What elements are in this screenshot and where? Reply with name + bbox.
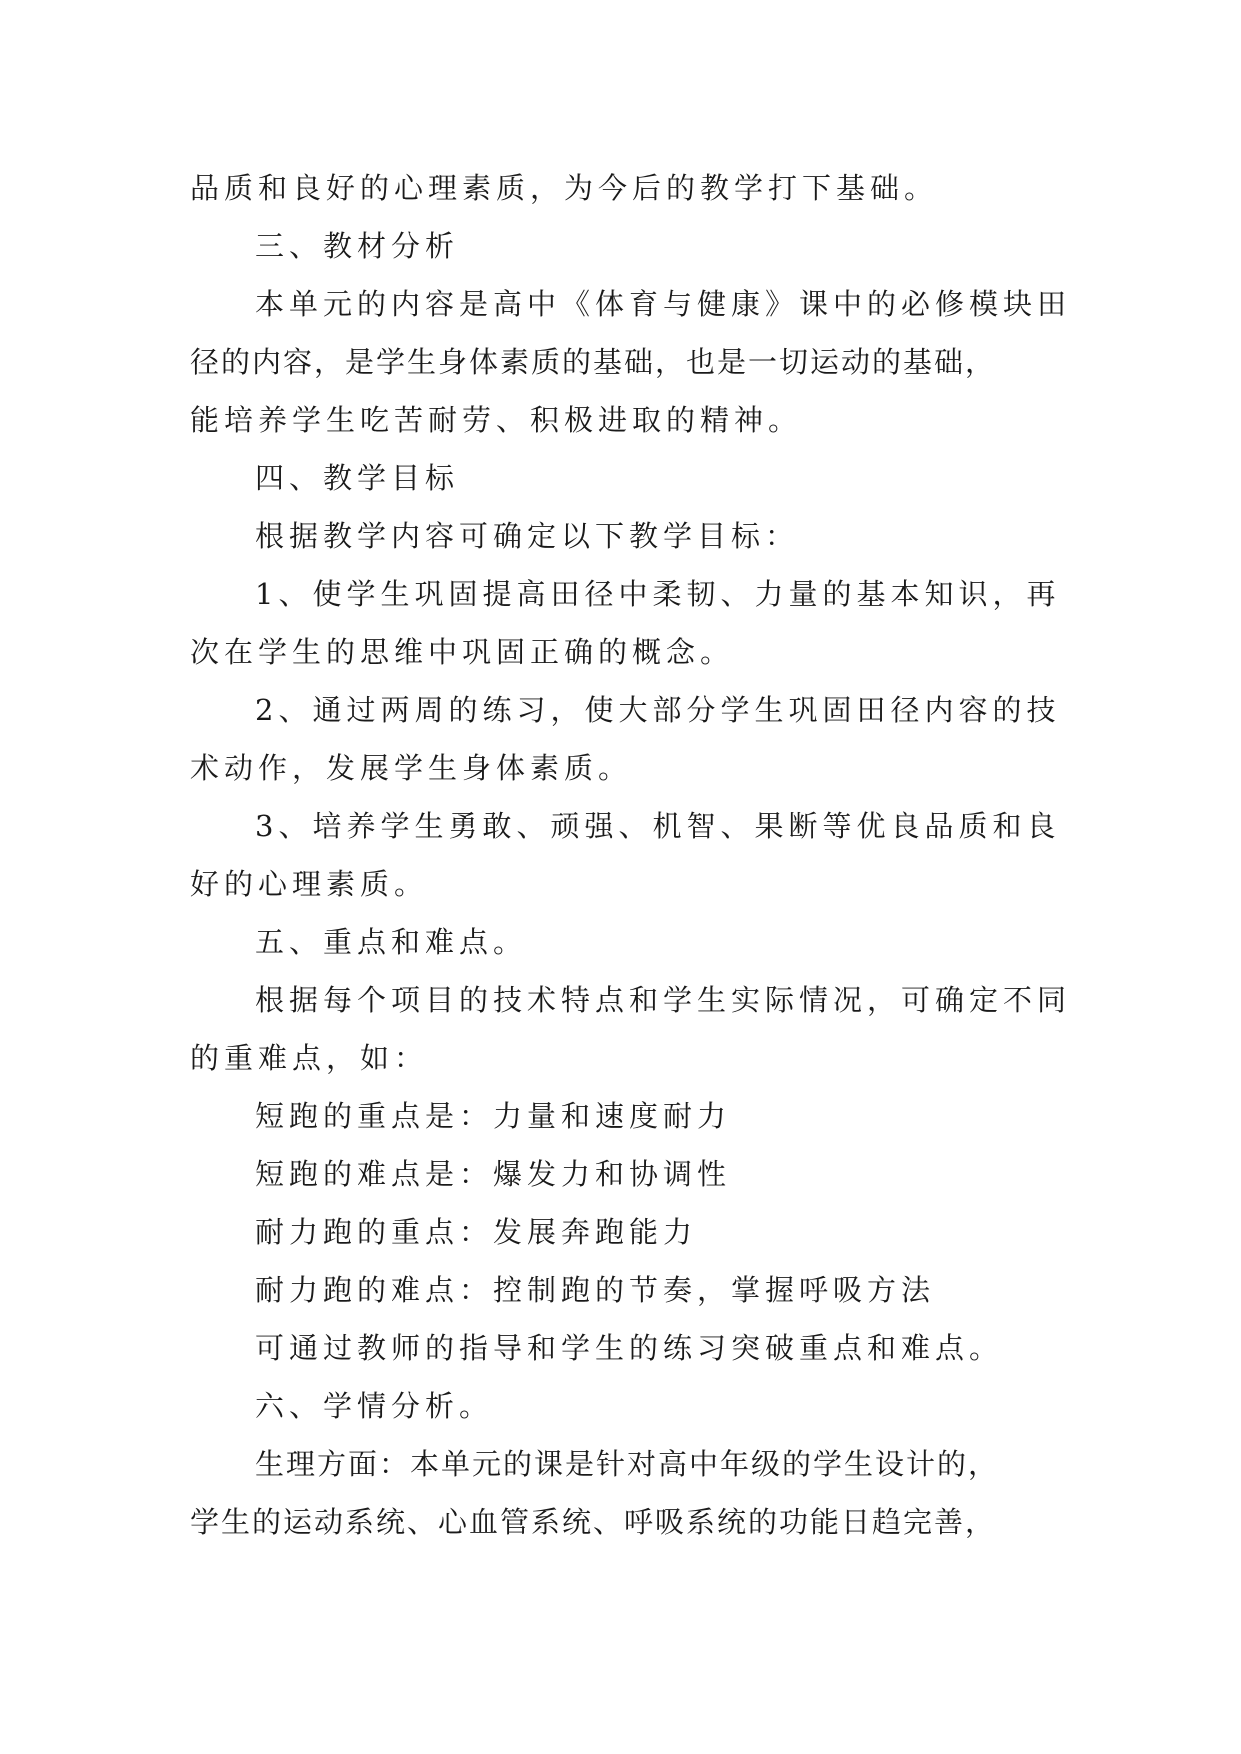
section-heading: 三、教材分析: [255, 229, 460, 263]
paragraph-line: 短跑的重点是：力量和速度耐力: [255, 1099, 732, 1133]
paragraph-line: 好的心理素质。: [190, 867, 429, 901]
paragraph-line: 学生的运动系统、心血管系统、呼吸系统的功能日趋完善，: [190, 1505, 997, 1539]
paragraph-line: 短跑的难点是：爆发力和协调性: [255, 1157, 732, 1191]
paragraph-line: 品质和良好的心理素质，为今后的教学打下基础。: [190, 171, 939, 205]
paragraph-line: 次在学生的思维中巩固正确的概念。: [190, 635, 735, 669]
paragraph-line: 生理方面：本单元的课是针对高中年级的学生设计的，: [255, 1447, 1000, 1481]
section-heading: 四、教学目标: [255, 461, 460, 495]
paragraph-line: 术动作，发展学生身体素质。: [190, 751, 633, 785]
paragraph-line: 耐力跑的重点：发展奔跑能力: [255, 1215, 698, 1249]
paragraph-line: 1、使学生巩固提高田径中柔韧、力量的基本知识，再: [255, 577, 1061, 611]
paragraph-line: 径的内容，是学生身体素质的基础，也是一切运动的基础，: [190, 345, 997, 379]
section-heading: 五、重点和难点。: [255, 925, 528, 959]
paragraph-line: 3、培养学生勇敢、顽强、机智、果断等优良品质和良: [255, 809, 1061, 843]
paragraph-line: 根据每个项目的技术特点和学生实际情况，可确定不同: [255, 983, 1072, 1017]
paragraph-line: 本单元的内容是高中《体育与健康》课中的必修模块田: [255, 287, 1072, 321]
paragraph-line: 2、通过两周的练习，使大部分学生巩固田径内容的技: [255, 693, 1061, 727]
paragraph-line: 能培养学生吃苦耐劳、积极进取的精神。: [190, 403, 803, 437]
paragraph-line: 耐力跑的难点：控制跑的节奏，掌握呼吸方法: [255, 1273, 936, 1307]
section-heading: 六、学情分析。: [255, 1389, 494, 1423]
paragraph-line: 根据教学内容可确定以下教学目标：: [255, 519, 800, 553]
paragraph-line: 的重难点，如：: [190, 1041, 429, 1075]
paragraph-line: 可通过教师的指导和学生的练习突破重点和难点。: [255, 1331, 1004, 1365]
